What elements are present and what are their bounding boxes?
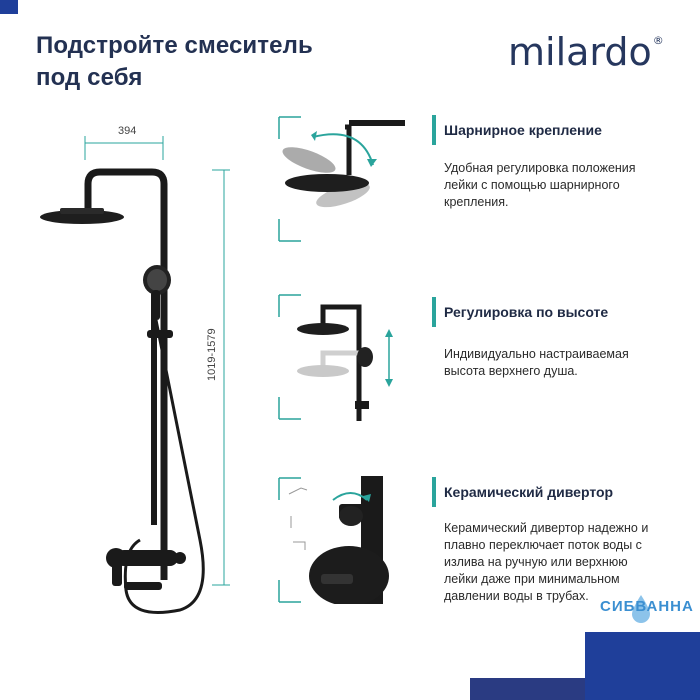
brand-logo xyxy=(508,30,664,74)
height-dimension: 1019-1579 xyxy=(206,328,218,381)
feature-text-height: Индивидуально настраиваемая высота верхнего душа. xyxy=(444,347,629,378)
title-line-1: Подстройте смеситель xyxy=(36,32,313,59)
thumb-diverter xyxy=(277,476,405,604)
page-title xyxy=(36,30,313,94)
feature-text-swivel: Удобная регулировка положения лейки с помощью шарнирного крепления. xyxy=(444,161,636,209)
shower-system-illustration xyxy=(30,120,270,640)
watermark-block xyxy=(585,632,700,700)
title-line-2: под себя xyxy=(36,64,143,91)
feature-title-swivel: Шарнирное крепление xyxy=(432,115,602,145)
watermark-text: СИБВАННА xyxy=(600,598,694,615)
thumb-swivel xyxy=(277,115,405,243)
spout xyxy=(124,582,162,590)
brand-logo-text: milardo xyxy=(508,30,652,74)
footer-accent-bar xyxy=(470,678,600,700)
width-dimension: 394 xyxy=(118,125,137,137)
corner-accent xyxy=(0,0,18,14)
registered-mark: ® xyxy=(652,34,664,47)
thumb-height xyxy=(277,293,405,421)
feature-title-diverter: Керамический дивертор xyxy=(432,477,613,507)
feature-title-height: Регулировка по высоте xyxy=(432,297,608,327)
feature-text-diverter: Керамический дивертор надежно и плавно переключает поток воды с излива на ручную или верхнюю лейки даже при минимальном давлении воды в трубах. xyxy=(444,521,649,603)
